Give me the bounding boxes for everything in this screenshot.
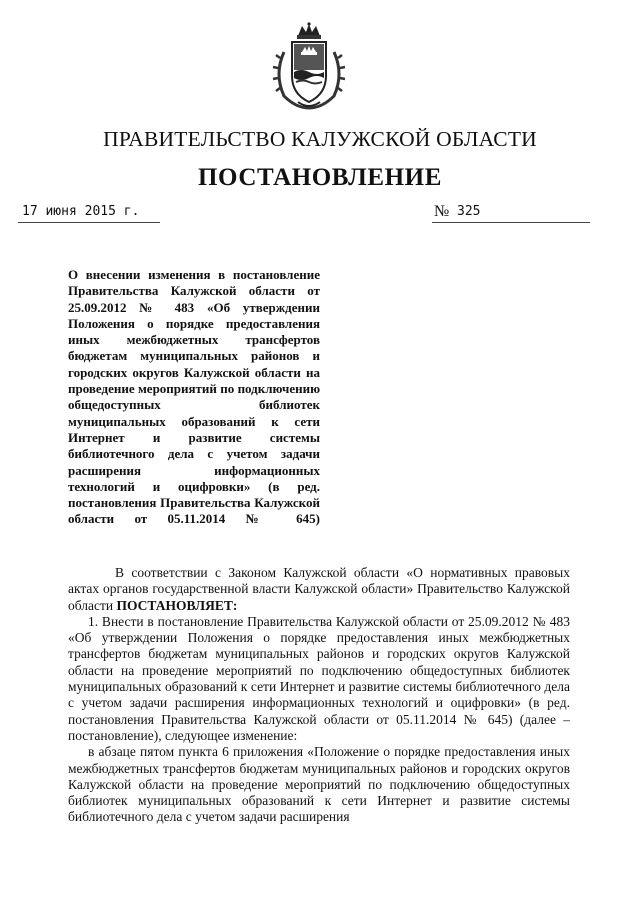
preamble-text: В соответствии с Законом Калужской области «О нормативных правовых актах органов государственной власти Калужской области» Правительство Калужской области	[68, 565, 570, 613]
item-2-paragraph: в абзаце пятом пункта 6 приложения «Положение о порядке предоставления иных межбюджетных трансфертов бюджетам муниципальных районов и городских округов Калужской области на проведение мероприятий по подключению общедоступных библиотек муниципальных образований к сети Интернет и развитие системы библиотечного дела с учетом задачи расширения	[68, 744, 570, 825]
document-number: 325	[457, 204, 481, 219]
item-1-paragraph: 1. Внести в постановление Правительства Калужской области от 25.09.2012 № 483 «Об утверждении Положения о порядке предоставления иных межбюджетных трансфертов бюджетам муниципальных районов и городских округов Калужской области на проведение мероприятий по подключению общедоступных библиотек муниципальных образований к сети Интернет и развитие системы библиотечного дела с учетом задачи расширения информационных технологий и оцифровки» (в ред. постановления Правительства Калужской области от 05.11.2014 № 645) (далее – постановление), следующее изменение:	[68, 613, 570, 743]
document-subject: О внесении изменения в постановление Правительства Калужской области от 25.09.2012 № 483 «Об утверждении Положения о порядке предоставления иных межбюджетных трансфертов бюджетам муниципальных районов и городских округов Калужской области на проведение мероприятий по подключению общедоступных библиотек муниципальных образований к сети Интернет и развитие системы библиотечного дела с учетом задачи расширения информационных технологий и оцифровки» (в ред. постановления Правительства Калужской области от 05.11.2014 № 645)	[68, 267, 320, 527]
government-title: ПРАВИТЕЛЬСТВО КАЛУЖСКОЙ ОБЛАСТИ	[103, 127, 537, 151]
number-sign: №	[434, 203, 450, 220]
resolves-keyword: ПОСТАНОВЛЯЕТ:	[116, 597, 238, 613]
document-body	[68, 565, 570, 826]
document-date: 17 июня 2015 г.	[22, 204, 140, 219]
number-underline	[432, 222, 590, 223]
preamble-paragraph	[68, 565, 570, 614]
document-type-title: ПОСТАНОВЛЕНИЕ	[197, 164, 443, 191]
coat-of-arms-icon	[270, 22, 348, 110]
date-underline	[18, 222, 160, 223]
